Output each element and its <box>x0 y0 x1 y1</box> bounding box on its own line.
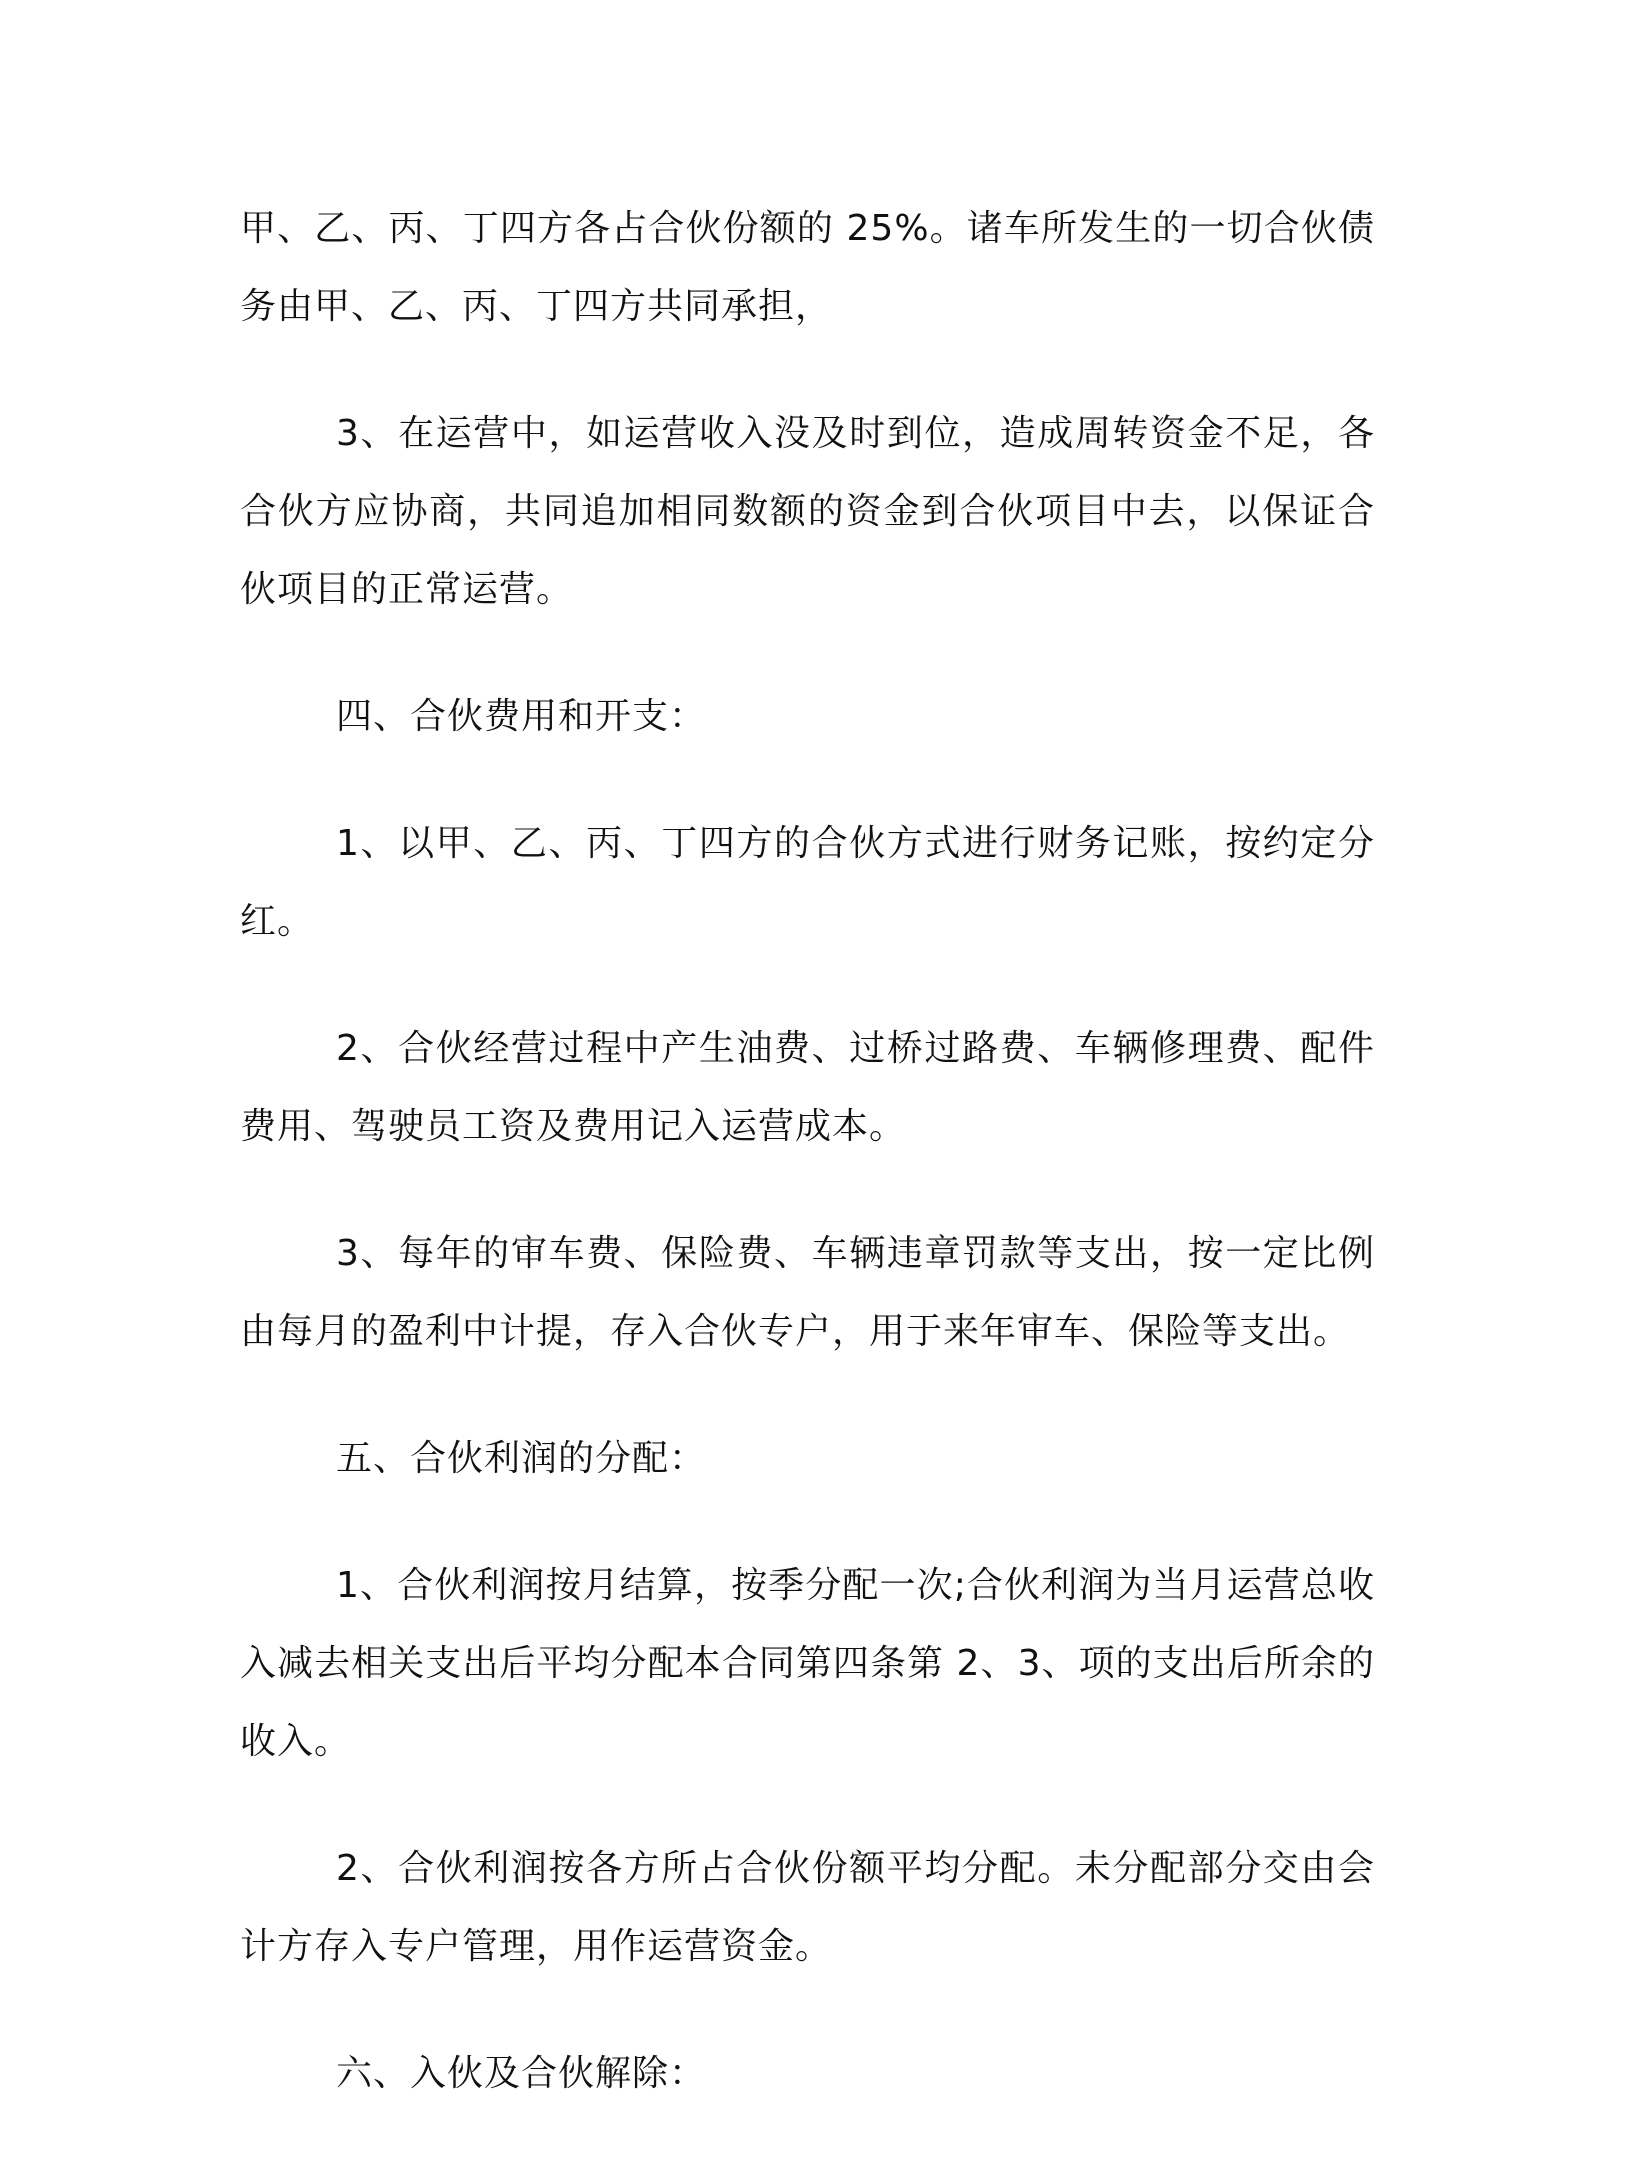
paragraph-operating-costs: 2、合伙经营过程中产生油费、过桥过路费、车辆修理费、配件费用、驾驶员工资及费用记入运营成本。 <box>240 1028 1375 1147</box>
paragraph-profit-settlement: 1、合伙利润按月结算，按季分配一次;合伙利润为当月运营总收入减去相关支出后平均分配本合同第四条第 2、3、项的支出后所余的收入。 <box>240 1565 1375 1762</box>
paragraph-additional-capital: 3、在运营中，如运营收入没及时到位，造成周转资金不足，各合伙方应协商，共同追加相同数额的资金到合伙项目中去，以保证合伙项目的正常运营。 <box>240 413 1375 610</box>
paragraph-debt-sharing: 甲、乙、丙、丁四方各占合伙份额的 25%。诸车所发生的一切合伙债务由甲、乙、丙、丁四方共同承担， <box>240 208 1375 327</box>
paragraph-annual-costs: 3、每年的审车费、保险费、车辆违章罚款等支出，按一定比例由每月的盈利中计提，存入合伙专户，用于来年审车、保险等支出。 <box>240 1233 1375 1352</box>
paragraph-accounting: 1、以甲、乙、丙、丁四方的合伙方式进行财务记账，按约定分红。 <box>240 823 1375 942</box>
section-heading-admission: 六、入伙及合伙解除： <box>336 2053 707 2094</box>
section-heading-profit: 五、合伙利润的分配： <box>336 1438 707 1479</box>
section-heading-expenses: 四、合伙费用和开支： <box>336 696 707 737</box>
document-body <box>240 190 1375 2162</box>
paragraph-profit-distribution: 2、合伙利润按各方所占合伙份额平均分配。未分配部分交由会计方存入专户管理，用作运营资金。 <box>240 1848 1375 1967</box>
